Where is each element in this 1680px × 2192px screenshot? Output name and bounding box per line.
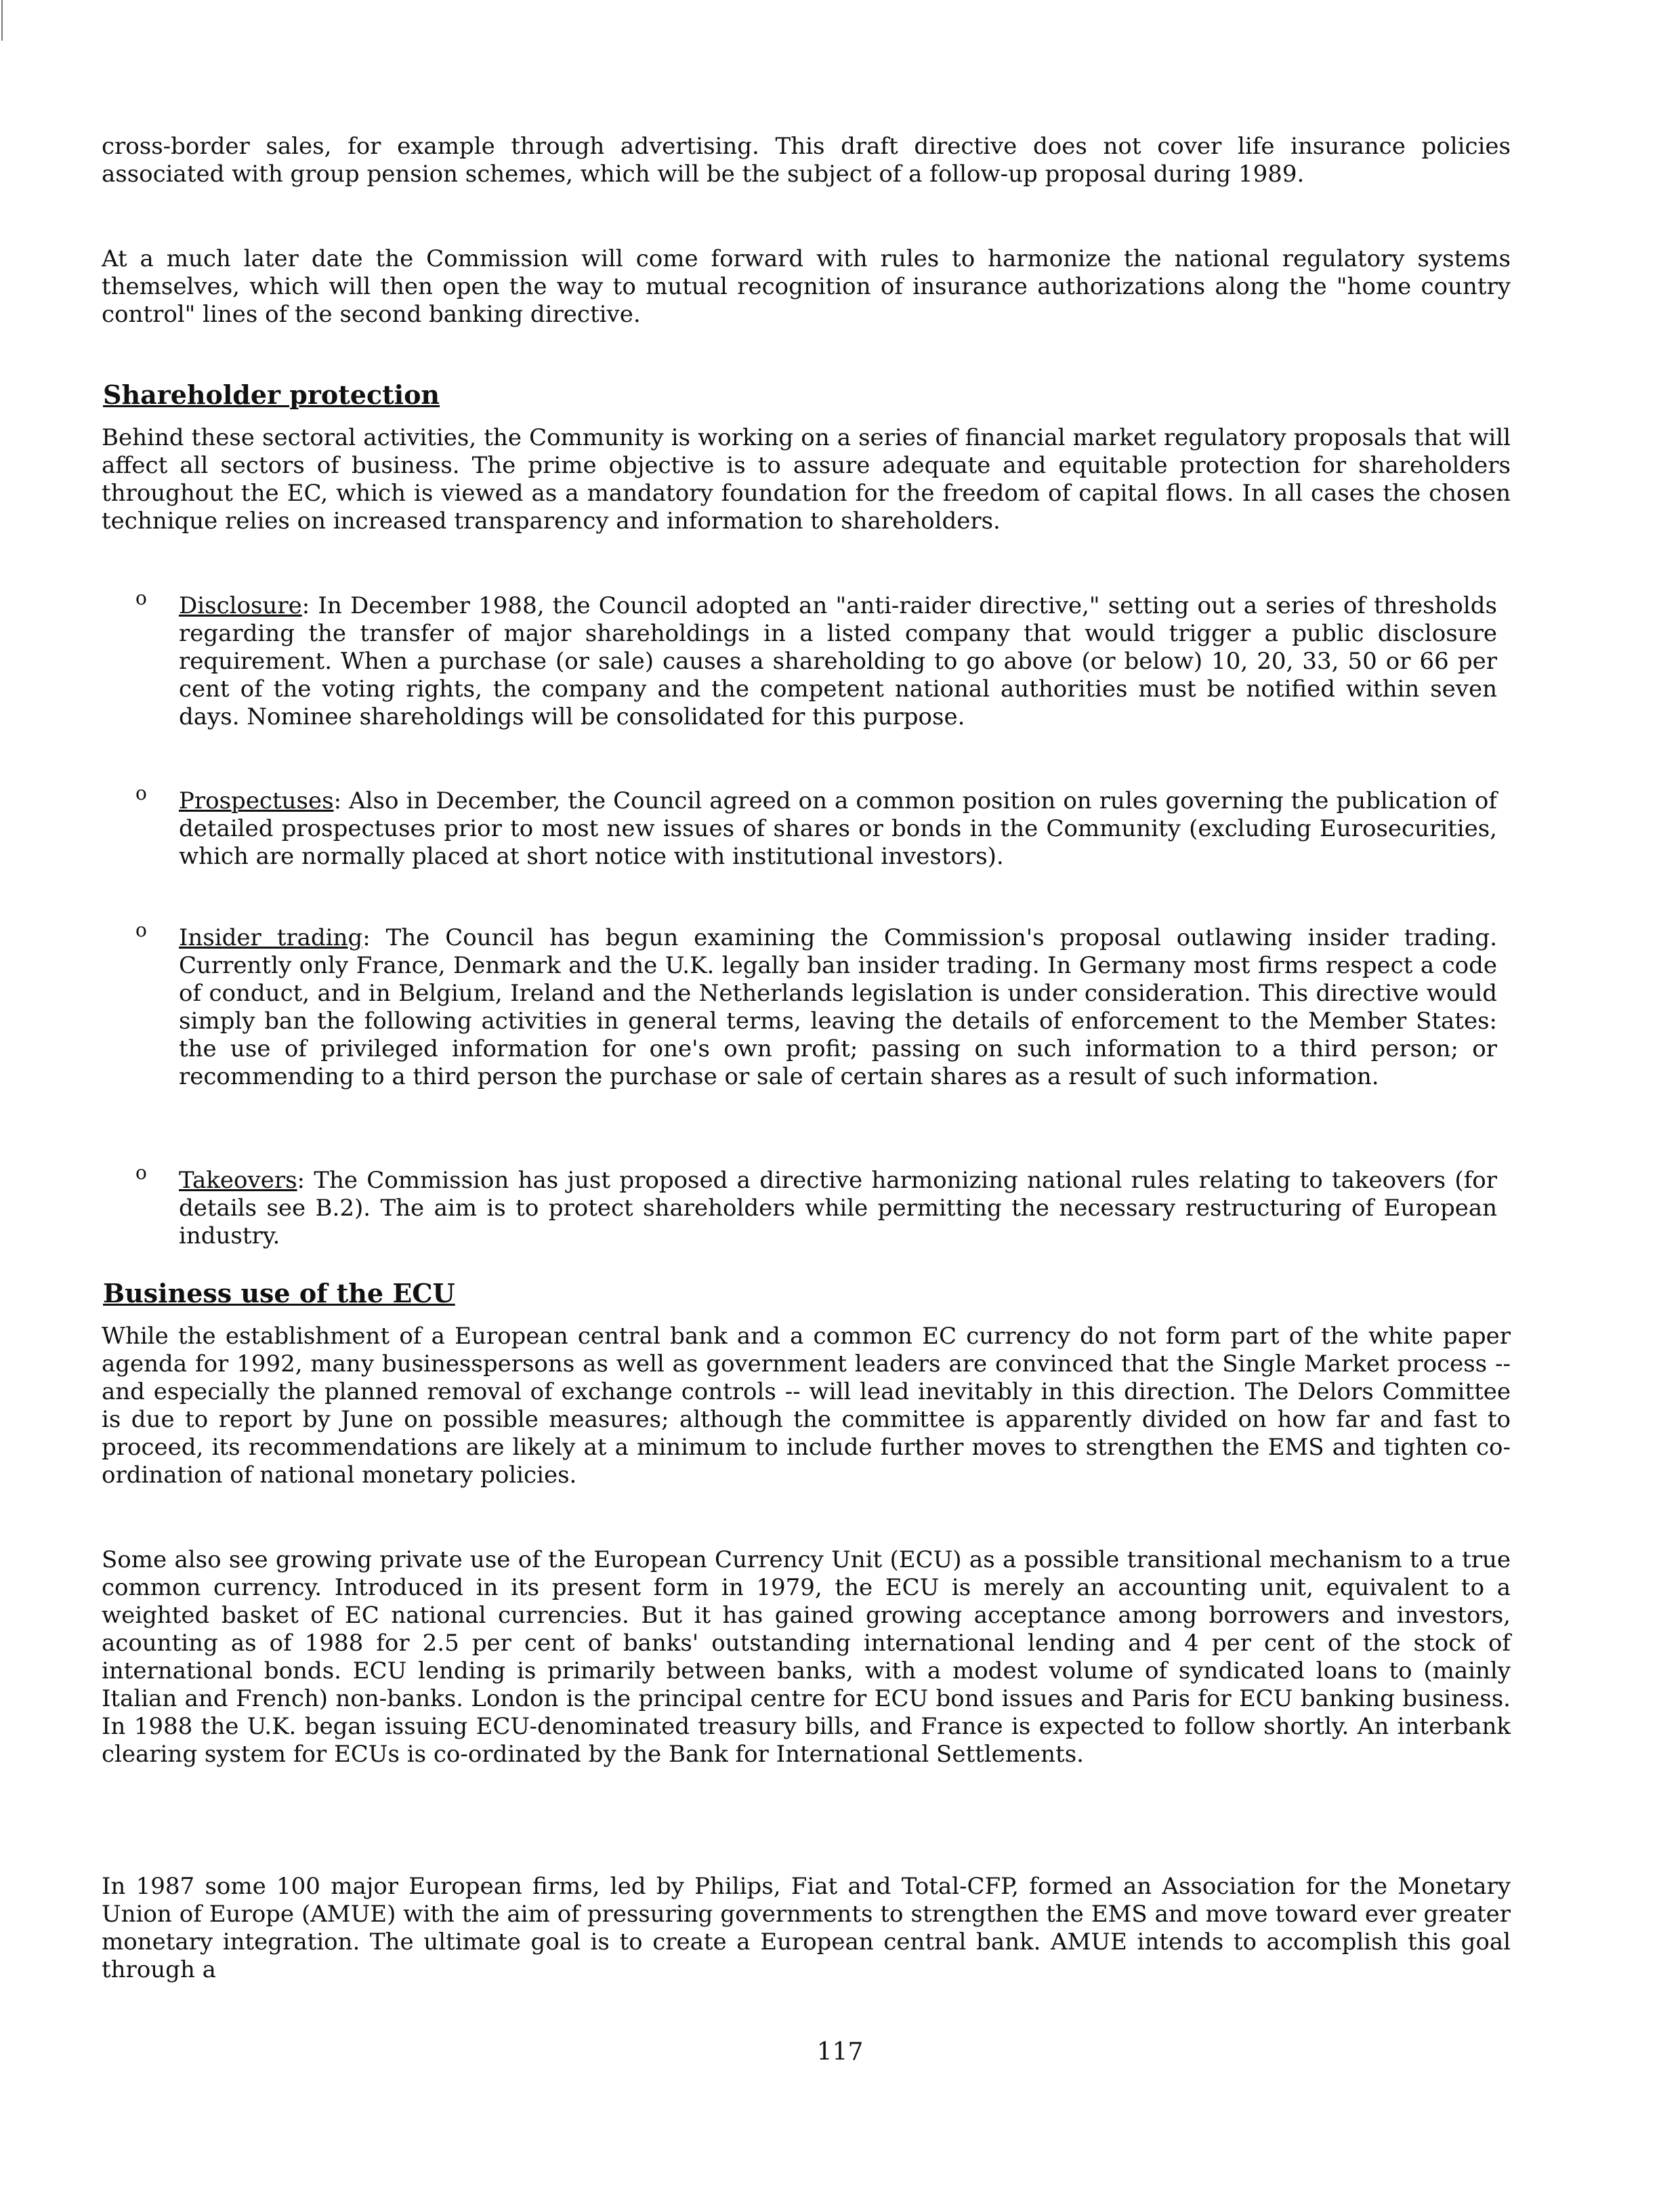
bullet-marker: o	[135, 782, 147, 804]
bullet-text	[179, 592, 1497, 731]
bullet-marker: o	[135, 919, 147, 941]
bullet-insider-trading	[135, 919, 1497, 1091]
page-number: 117	[816, 2038, 864, 2066]
paragraph-harmonize-regulation: At a much later date the Commission will come forward with rules to harmonize the national regulatory systems themselves, which will then open the way to mutual recognition of insurance authorizations along the "home country control" lines of the second banking directive.	[102, 245, 1511, 328]
bullet-term: Takeovers	[179, 1167, 297, 1194]
bullet-term: Prospectuses	[179, 787, 334, 814]
paragraph-ecu-private-use: Some also see growing private use of the European Currency Unit (ECU) as a possible transitional mechanism to a true common currency. Introduced in its present form in 1979, the ECU is merely an accounting unit, equivalent to a weighted basket of EC national currencies. But it has gained growing acceptance among borrowers and investors, acounting as of 1988 for 2.5 per cent of banks' outstanding international lending and 4 per cent of the stock of international bonds. ECU lending is primarily between banks, with a modest volume of syndicated loans to (mainly Italian and French) non-banks. London is the principal centre for ECU bond issues and Paris for ECU banking business. In 1988 the U.K. began issuing ECU-denominated treasury bills, and France is expected to follow shortly. An interbank clearing system for ECUs is co-ordinated by the Bank for International Settlements.	[102, 1546, 1511, 1768]
bullet-body: : The Council has begun examining the Commission's proposal outlawing insider trading. Currently only France, Denmark and the U.K. legally ban insider trading. In Germany most firms respect a code of conduct, and in Belgium, Ireland and the Netherlands legislation is under consideration. This directive would simply ban the following activities in general terms, leaving the details of enforcement to the Member States: the use of privileged information for one's own profit; passing on such information to a third person; or recommending to a third person the purchase or sale of certain shares as a result of such information.	[179, 924, 1497, 1090]
bullet-term: Insider trading	[179, 924, 363, 951]
bullet-marker: o	[135, 1161, 147, 1184]
scan-edge-mark	[1, 0, 3, 41]
bullet-text	[179, 1167, 1497, 1250]
bullet-term: Disclosure	[179, 592, 302, 619]
bullet-marker: o	[135, 587, 147, 609]
paragraph-shareholder-intro: Behind these sectoral activities, the Community is working on a series of financial market regulatory proposals that will affect all sectors of business. The prime objective is to assure adequate and equitable protection for shareholders throughout the EC, which is viewed as a mandatory foundation for the freedom of capital flows. In all cases the chosen technique relies on increased transparency and information to shareholders.	[102, 424, 1511, 535]
bullet-disclosure	[135, 587, 1497, 731]
bullet-body: : Also in December, the Council agreed on a common position on rules governing the publication of detailed prospectuses prior to most new issues of shares or bonds in the Community (excluding Eurosecurities, which are normally placed at short notice with institutional investors).	[179, 787, 1497, 870]
bullet-body: : In December 1988, the Council adopted an "anti-raider directive," setting out a series of thresholds regarding the transfer of major shareholdings in a listed company that would trigger a public disclosure requirement. When a purchase (or sale) causes a shareholding to go above (or below) 10, 20, 33, 50 or 66 per cent of the voting rights, the company and the competent national authorities must be notified within seven days. Nominee shareholdings will be consolidated for this purpose.	[179, 592, 1497, 730]
heading-shareholder-protection: Shareholder protection	[103, 379, 440, 410]
bullet-takeovers	[135, 1161, 1497, 1250]
paragraph-ecu-central-bank: While the establishment of a European central bank and a common EC currency do not form part of the white paper agenda for 1992, many businesspersons as well as government leaders are convinced that the Single Market process -- and especially the planned removal of exchange controls -- will lead inevitably in this direction. The Delors Committee is due to report by June on possible measures; although the committee is apparently divided on how far and fast to proceed, its recommendations are likely at a minimum to include further moves to strengthen the EMS and tighten co-ordination of national monetary policies.	[102, 1323, 1511, 1489]
paragraph-amue: In 1987 some 100 major European firms, led by Philips, Fiat and Total-CFP, formed an Association for the Monetary Union of Europe (AMUE) with the aim of pressuring governments to strengthen the EMS and move toward ever greater monetary integration. The ultimate goal is to create a European central bank. AMUE intends to accomplish this goal through a	[102, 1873, 1511, 1983]
paragraph-insurance-draft: cross-border sales, for example through advertising. This draft directive does not cover life insurance policies associated with group pension schemes, which will be the subject of a follow-up proposal during 1989.	[102, 133, 1511, 188]
bullet-text	[179, 924, 1497, 1091]
heading-business-use-ecu: Business use of the ECU	[103, 1278, 455, 1308]
bullet-text	[179, 787, 1497, 871]
bullet-prospectuses	[135, 782, 1497, 871]
bullet-body: : The Commission has just proposed a directive harmonizing national rules relating to takeovers (for details see B.2). The aim is to protect shareholders while permitting the necessary restructuring of European industry.	[179, 1167, 1497, 1249]
